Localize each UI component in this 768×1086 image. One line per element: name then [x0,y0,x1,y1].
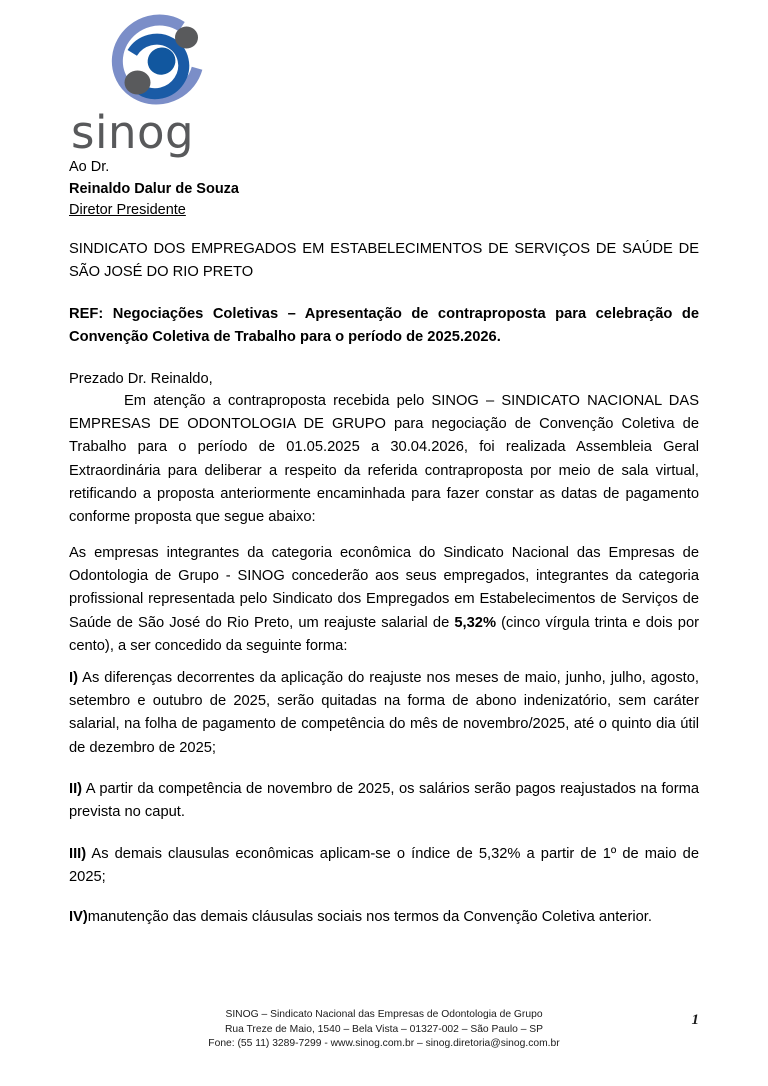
addressee-role: Diretor Presidente [69,202,186,218]
greeting-line: Prezado Dr. Reinaldo, [69,371,213,387]
clause-item [69,843,699,889]
clause-marker: II) [69,781,83,797]
addressee-name: Reinaldo Dalur de Souza [69,180,239,197]
footer-line-address: Rua Treze de Maio, 1540 – Bela Vista – 01327-002 – São Paulo – SP [224,1023,544,1035]
clause-text: As demais clausulas econômicas aplicam-se o índice de 5,32% a partir de 1º de maio de 2025; [69,846,699,886]
clause-text: manutenção das demais cláusulas sociais nos termos da Convenção Coletiva anterior. [87,909,652,925]
intro-paragraph: Em atenção a contraproposta recebida pelo SINOG – SINDICATO NACIONAL DAS EMPRESAS DE ODONTOLOGIA DE GRUPO para negociação de Convenção Coletiva de Trabalho para o período de 01.05.2025 a 30.04.2026, foi realizada Assembleia Geral Extraordinária para deliberar a respeito da referida contraproposta por meio de sala virtual, retificando a proposta anteriormente encaminhada para fazer constar as datas de pagamento conforme proposta que segue abaixo: [69,393,699,526]
main-paragraph-after-rate: (cinco vírgula trinta e dois por cento), a ser concedido da seguinte forma: [69,614,700,654]
footer-line-contact: Fone: (55 11) 3289-7299 - www.sinog.com.br – sinog.diretoria@sinog.com.br [208,1038,560,1049]
clause-text: A partir da competência de novembro de 2025, os salários serão pagos reajustados na forma prevista no caput. [69,781,699,821]
footer-line-organization: SINOG – Sindicato Nacional das Empresas de Odontologia de Grupo [225,1009,543,1020]
sinog-logo [69,14,329,159]
clause-item [69,667,699,760]
page-footer [0,1008,768,1052]
page-number: 1 [691,1012,699,1028]
addressee-block [69,157,569,222]
clause-marker: IV) [69,909,88,925]
reference-line: REF: Negociações Coletivas – Apresentação de contraproposta para celebração de Convenção Coletiva de Trabalho para o período de 2025.2026. [69,306,699,346]
clause-marker: I) [69,670,78,686]
recipient-organization: SINDICATO DOS EMPREGADOS EM ESTABELECIMENTOS DE SERVIÇOS DE SAÚDE DE SÃO JOSÉ DO RIO PRETO [69,241,699,281]
main-paragraph-before-rate: As empresas integrantes da categoria econômica do Sindicato Nacional das Empresas de Odontologia de Grupo - SINOG concederão aos seus empregados, integrantes da categoria profissional representada pelo Sindicato dos Empregados em Estabelecimentos de Serviços de Saúde de São José do Rio Preto, um reajuste salarial de [69,545,699,631]
sinog-rings-icon [110,14,214,110]
salary-rate-value: 5,32% [454,614,497,631]
main-paragraph [69,542,699,658]
clause-item [69,906,699,929]
clause-item [69,778,699,824]
addressee-salutation: Ao Dr. [69,159,110,175]
clause-text: As diferenças decorrentes da aplicação do reajuste nos meses de maio, junho, julho, agosto, setembro e outubro de 2025, serão quitadas na forma de abono indenizatório, sem caráter salarial, na folha de pagamento de competência do mês de novembro/2025, até o quinto dia útil de dezembro de 2025; [69,670,699,756]
sinog-wordmark: sinog [71,106,195,159]
clause-marker: III) [69,846,87,862]
